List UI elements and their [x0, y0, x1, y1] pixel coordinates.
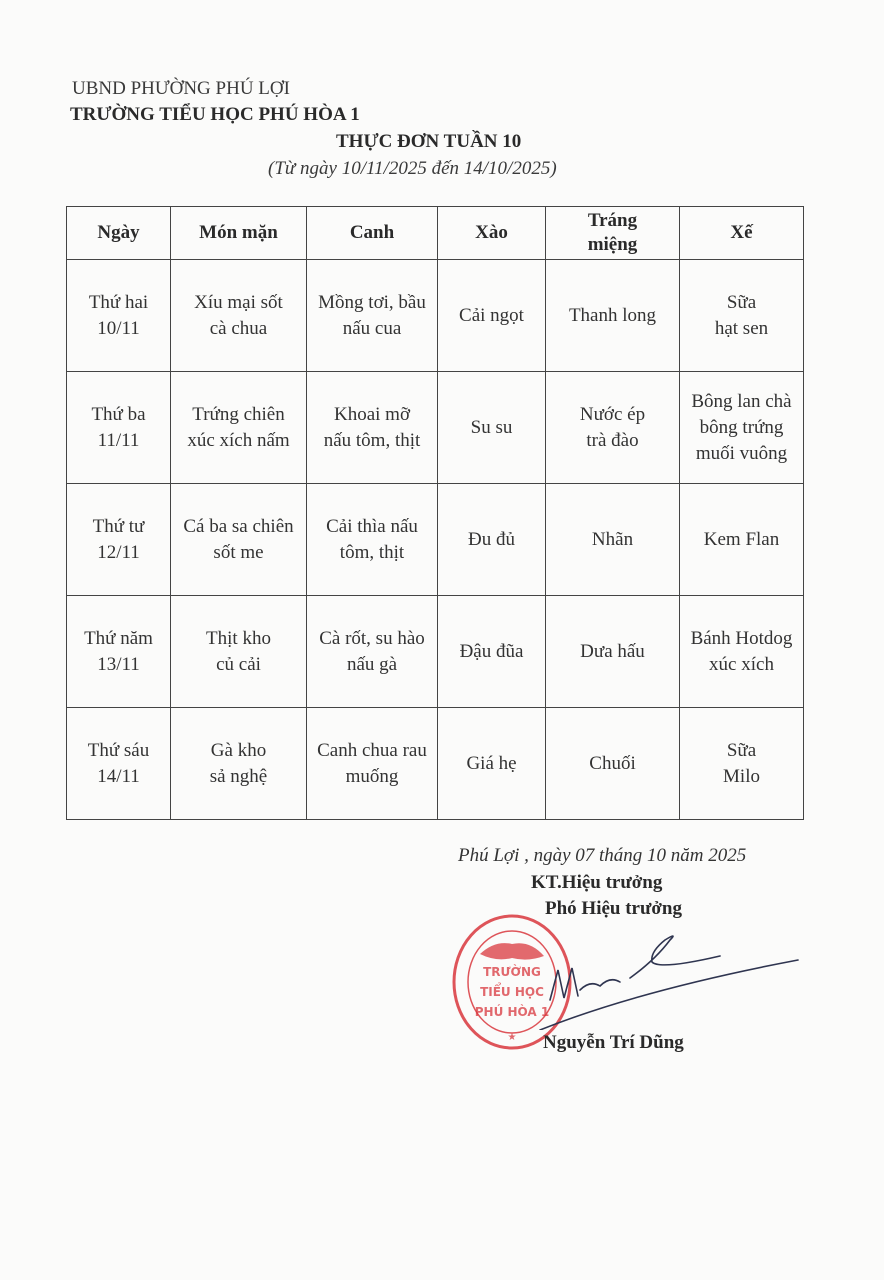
mon-man-cell	[171, 596, 307, 708]
cell-line: hạt sen	[714, 317, 769, 339]
cell-line: Su su	[470, 416, 513, 438]
cell-line: Nhãn	[591, 528, 634, 550]
column-header: Ngày	[67, 207, 171, 260]
cell-line: bông trứng	[699, 416, 784, 438]
cell-line: Sữa	[726, 291, 757, 313]
cell-line: nấu gà	[346, 653, 398, 675]
date-range: (Từ ngày 10/11/2025 đến 14/10/2025)	[268, 158, 557, 179]
mon-man-cell	[171, 372, 307, 484]
signer-name: Nguyễn Trí Dũng	[543, 1032, 684, 1053]
cell-line: Dưa hấu	[580, 640, 645, 662]
cell-line: Gà kho	[210, 739, 267, 761]
cell-line: xúc xích	[709, 653, 774, 675]
cell-line: Kem Flan	[703, 528, 780, 550]
mon-man-cell	[171, 708, 307, 820]
column-header-text: Tráng miệng	[587, 210, 638, 255]
table-row	[67, 484, 804, 596]
cell-line: 11/11	[97, 429, 140, 451]
cell-line: Sữa	[726, 739, 757, 761]
cell-line: Thứ ba	[91, 403, 146, 425]
table-row	[67, 260, 804, 372]
day-cell	[67, 708, 171, 820]
day-cell	[67, 260, 171, 372]
xao-cell	[438, 260, 546, 372]
table-row	[67, 372, 804, 484]
cell-line: Xíu mại sốt	[194, 291, 283, 313]
org-name: UBND PHƯỜNG PHÚ LỢI	[72, 78, 290, 99]
xe-cell	[680, 372, 804, 484]
menu-table	[66, 206, 804, 820]
cell-line: sốt me	[213, 541, 264, 563]
day-cell	[67, 484, 171, 596]
trang-mieng-cell	[546, 596, 680, 708]
place-date: Phú Lợi , ngày 07 tháng 10 năm 2025	[458, 845, 747, 866]
trang-mieng-cell	[546, 372, 680, 484]
column-header: Xào	[438, 207, 546, 260]
cell-line: Chuối	[589, 752, 636, 774]
cell-line: Thứ sáu	[87, 739, 150, 761]
cell-line: Thứ năm	[84, 627, 153, 649]
cell-line: Trứng chiên	[192, 403, 285, 425]
xe-cell	[680, 260, 804, 372]
cell-line: nấu tôm, thịt	[323, 429, 421, 451]
column-header: Món mặn	[171, 207, 307, 260]
cell-line: xúc xích nấm	[187, 429, 290, 451]
cell-line: cà chua	[209, 317, 268, 339]
cell-line: Thịt kho	[206, 627, 271, 649]
cell-line: Cà rốt, su hào	[319, 627, 425, 649]
xao-cell	[438, 596, 546, 708]
cell-line: Thứ tư	[92, 515, 145, 537]
cell-line: Cá ba sa chiên	[183, 515, 294, 537]
cell-line: sả nghệ	[209, 765, 268, 787]
cell-line: Khoai mỡ	[333, 403, 410, 425]
xe-cell	[680, 596, 804, 708]
document-title: THỰC ĐƠN TUẦN 10	[336, 131, 522, 152]
cell-line: củ cải	[216, 653, 261, 675]
cell-line: trà đào	[586, 429, 639, 451]
signature	[520, 920, 800, 1030]
trang-mieng-cell	[546, 708, 680, 820]
column-header: Canh	[307, 207, 438, 260]
canh-cell	[307, 372, 438, 484]
cell-line: Bông lan chà	[691, 390, 792, 412]
xao-cell	[438, 484, 546, 596]
cell-line: 10/11	[97, 317, 140, 339]
cell-line: 12/11	[97, 541, 140, 563]
signer-role-1: KT.Hiệu trưởng	[531, 872, 663, 893]
cell-line: Mồng tơi, bầu	[318, 291, 426, 313]
cell-line: Canh chua rau	[317, 739, 427, 761]
xao-cell	[438, 708, 546, 820]
svg-text:PHÚ HÒA 1: PHÚ HÒA 1	[474, 1005, 550, 1019]
svg-text:TRƯỜNG: TRƯỜNG	[483, 965, 541, 979]
mon-man-cell	[171, 260, 307, 372]
cell-line: Nước ép	[579, 403, 646, 425]
table-row	[67, 596, 804, 708]
cell-line: Thứ hai	[88, 291, 149, 313]
day-cell	[67, 596, 171, 708]
xao-cell	[438, 372, 546, 484]
cell-line: Milo	[723, 765, 760, 787]
cell-line: Giá hẹ	[466, 752, 517, 774]
cell-line: Đu đủ	[468, 528, 515, 550]
cell-line: muối vuông	[695, 442, 788, 464]
canh-cell	[307, 260, 438, 372]
cell-line: 14/11	[97, 765, 140, 787]
cell-line: Cải thìa nấu	[326, 515, 418, 537]
xe-cell	[680, 484, 804, 596]
day-cell	[67, 372, 171, 484]
cell-line: tôm, thịt	[339, 541, 405, 563]
canh-cell	[307, 708, 438, 820]
table-row	[67, 708, 804, 820]
signer-role-2: Phó Hiệu trưởng	[545, 898, 682, 919]
xe-cell	[680, 708, 804, 820]
trang-mieng-cell	[546, 484, 680, 596]
canh-cell	[307, 484, 438, 596]
cell-line: muống	[345, 765, 399, 787]
school-name: TRƯỜNG TIỂU HỌC PHÚ HÒA 1	[70, 104, 360, 125]
canh-cell	[307, 596, 438, 708]
cell-line: Bánh Hotdog	[690, 627, 793, 649]
cell-line: nấu cua	[342, 317, 402, 339]
cell-line: Cải ngọt	[459, 304, 524, 326]
cell-line: Đậu đũa	[459, 640, 524, 662]
cell-line: Thanh long	[568, 304, 657, 326]
svg-text:TIỂU HỌC: TIỂU HỌC	[480, 985, 544, 999]
column-header: Xế	[680, 207, 804, 260]
trang-mieng-cell	[546, 260, 680, 372]
mon-man-cell	[171, 484, 307, 596]
table-header-row	[67, 207, 804, 260]
cell-line: 13/11	[97, 653, 140, 675]
column-header	[546, 207, 680, 260]
svg-text:★: ★	[507, 1032, 517, 1043]
